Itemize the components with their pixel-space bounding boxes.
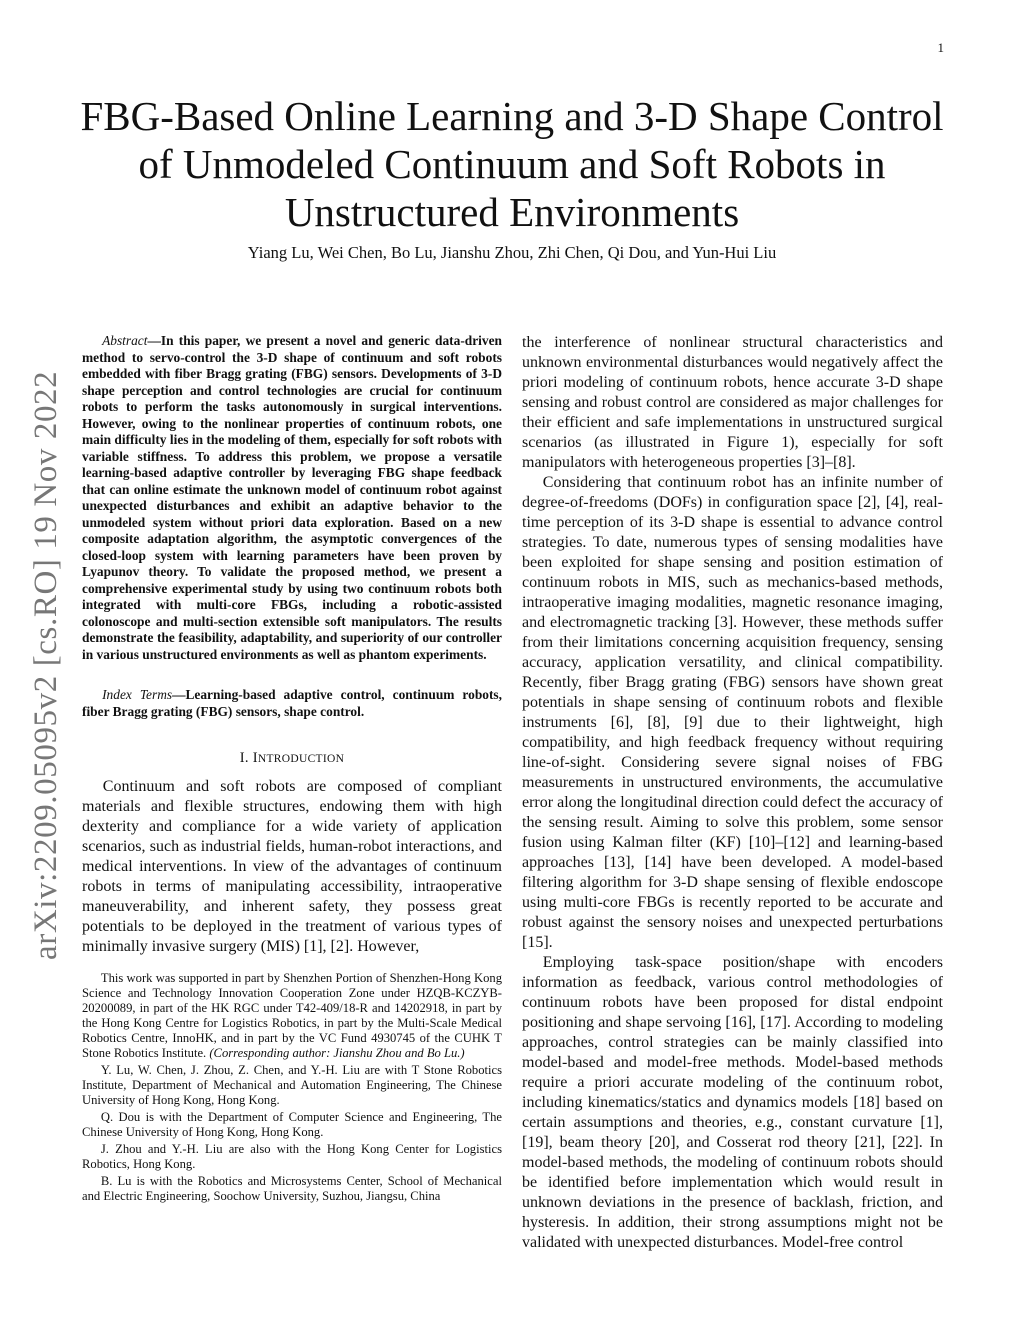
section-numeral: I.	[239, 750, 253, 766]
footnote-funding-text: This work was supported in part by Shenzhen Portion of Shenzhen-Hong Kong Science and Technology Innovation Cooperation Zone under HZQB-KCZYB-20200089, in part of the HK RGC under T42-409/18-R and 14202918, in part by the Hong Kong Centre for Logistics Robotics, in part by the Multi-Scale Medical Robotics Centre, InnoHK, and in part by the VC Fund 4930745 of the CUHK T Stone Robotics Institute.	[82, 971, 502, 1060]
section-first-letter: I	[252, 750, 258, 766]
left-column	[82, 333, 502, 1206]
footnotes	[82, 971, 502, 1204]
right-column	[522, 333, 943, 1253]
right-paragraph-2: Considering that continuum robot has an infinite number of degree-of-freedoms (DOFs) in configuration space [2], [4], real-time perception of its 3-D shape is essential to advance control strategies. To date, numerous types of sensing modalities have been exploited for shape sensing and position estimation of continuum robots in MIS, such as mechanics-based methods, intraoperative imaging modalities, magnetic resonance imaging, and electromagnetic tracking [3]. However, these methods suffer from their limitations concerning acquisition frequency, sensing accuracy, application versatility, and clinical compatibility. Recently, fiber Bragg grating (FBG) sensors have shown great potentials in shape sensing of continuum robots and flexible instruments [6], [8], [9] due to their lightweight, high compatibility, and high feedback frequency without requiring line-of-sight. Considering severe signal noises of FBG measurements in unstructured environments, the accumulative error along the longitudinal direction could defect the accuracy of the sensing result. Aiming to solve this problem, some sensor fusion using Kalman filter (KF) [10]–[12] and learning-based approaches [13], [14] have been developed. A model-based filtering algorithm for 3-D shape sensing of flexible endoscope using multi-core FBGs is recently reported to be accurate and robust against the sensory noises and unexpected perturbations [15].	[522, 474, 943, 951]
abstract-text: —In this paper, we present a novel and generic data-driven method to servo-control the 3-D shape of continuum and soft robots embedded with fiber Bragg grating (FBG) sensors. Developments of 3-D shape perception and control technologies are crucial for continuum robots to perform the tasks autonomously in surgical interventions. However, owing to the nonlinear properties of continuum robots, one main difficulty lies in the modeling of them, especially for soft robots with variable stiffness. To address this problem, we propose a versatile learning-based adaptive controller by leveraging FBG shape feedback that can online estimate the unknown model of continuum robot against unexpected disturbances and exhibit an adaptive behavior to the unmodeled system without priori data exploration. Based on a new composite adaptation algorithm, the asymptotic convergences of the closed-loop system with learning parameters have been proven by Lyapunov theory. To validate the proposed method, we present a comprehensive experimental study by using two continuum robots both integrated with multi-core FBGs, including a robotic-assisted colonoscope and multi-section extensible soft manipulators. The results demonstrate the feasibility, adaptability, and superiority of our controller in various unstructured environments as well as phantom experiments.	[82, 333, 502, 662]
footnote-funding	[82, 971, 502, 1061]
right-paragraph-3: Employing task-space position/shape with encoders information as feedback, various control methodologies of continuum robots have been proposed for distal endpoint positioning and shape servoing [16], [17]. According to modeling approaches, control strategies can be mainly classified into model-based and model-free methods. Model-based methods require a priori accurate modeling of the continuum robot, including kinematics/statics and dynamics models [18] based on certain assumptions and theories, e.g., constant curvature [1], [19], beam theory [20], and Cosserat rod theory [21], [22]. In model-based methods, the modeling of continuum robots should be identified before implementation which would result in unknown deviations in the presence of backlash, friction, and hysteresis. In addition, their strong assumptions might not be validated with unexpected disturbances. Model-free control	[522, 954, 943, 1251]
footnote-affiliation-4: B. Lu is with the Robotics and Microsystems Center, School of Mechanical and Electric Engineering, Soochow University, Suzhou, Jiangsu, China	[82, 1174, 502, 1203]
index-terms-lead: Index Terms	[102, 687, 173, 702]
intro-paragraph: Continuum and soft robots are composed of compliant materials and flexible structures, endowing them with high dexterity and compliance for a wide variety of application scenarios, such as industrial fields, human-robot interactions, and medical interventions. In view of the advantages of continuum robots in terms of manipulating accessibility, intraoperative maneuverability, and inherent safety, they possess great potentials to be deployed in the treatment of various types of minimally invasive surgery (MIS) [1], [2]. However,	[82, 778, 502, 955]
section-title-rest: NTRODUCTION	[257, 753, 345, 765]
page-number: 1	[937, 40, 944, 55]
footnote-affiliation-1: Y. Lu, W. Chen, J. Zhou, Z. Chen, and Y.-H. Liu are with T Stone Robotics Institute, Department of Mechanical and Automation Engineering, The Chinese University of Hong Kong, Hong Kong.	[82, 1063, 502, 1107]
paper-title: FBG-Based Online Learning and 3-D Shape Control of Unmodeled Continuum and Soft Robots in Unstructured Environments	[80, 93, 944, 235]
section-heading-introduction	[82, 750, 502, 767]
index-terms-text: —Learning-based adaptive control, continuum robots, fiber Bragg grating (FBG) sensors, shape control.	[82, 687, 502, 719]
index-terms	[82, 687, 502, 720]
abstract	[82, 333, 502, 663]
footnote-corresponding-author: (Corresponding author: Jianshu Zhou and Bo Lu.)	[209, 1046, 465, 1060]
footnote-affiliation-2: Q. Dou is with the Department of Computer Science and Engineering, The Chinese University of Hong Kong, Hong Kong.	[82, 1110, 502, 1139]
footnote-affiliation-3: J. Zhou and Y.-H. Liu are also with the Hong Kong Center for Logistics Robotics, Hong Kong.	[82, 1142, 502, 1171]
author-list: Yiang Lu, Wei Chen, Bo Lu, Jianshu Zhou, Zhi Chen, Qi Dou, and Yun-Hui Liu	[247, 243, 777, 262]
arxiv-identifier: arXiv:2209.05095v2 [cs.RO] 19 Nov 2022	[28, 370, 64, 960]
right-paragraph-1: the interference of nonlinear structural characteristics and unknown environmental disturbances would negatively affect the priori modeling of continuum robots, hence accurate 3-D shape sensing and robust control are considered as major challenges for their efficient and safe implementations in unstructured surgical scenarios (as illustrated in Figure 1), especially for soft manipulators with heterogeneous properties [3]–[8].	[522, 334, 943, 471]
abstract-lead: Abstract	[102, 333, 148, 348]
